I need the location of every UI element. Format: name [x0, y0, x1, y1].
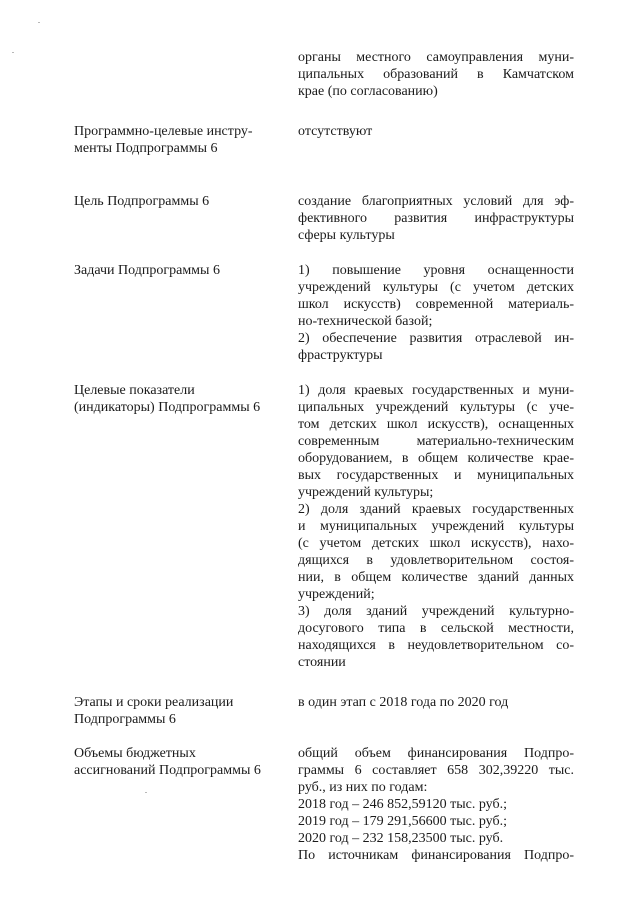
row-label [74, 123, 284, 157]
label-line: Объемы бюджетных [74, 746, 196, 761]
label-line: (индикаторы) Подпрограммы 6 [74, 400, 261, 415]
value-line: том детских школ искусств), оснащенных [298, 417, 574, 432]
value-line: учреждений; [298, 587, 375, 602]
value-line: органы местного самоуправления муни- [298, 50, 574, 65]
value-line: 3) доля зданий учреждений культурно- [298, 604, 574, 619]
scan-speck [145, 792, 147, 793]
value-line: находящихся в неудовлетворительном со- [298, 638, 574, 653]
row-value [298, 745, 574, 864]
label-line: Целевые показатели [74, 383, 195, 398]
row-label [74, 745, 284, 779]
value-line: вых государственных и муниципальных [298, 468, 574, 483]
row-value [298, 694, 574, 711]
value-line: ципальных образований в Камчатском [298, 67, 574, 82]
value-line: граммы 6 составляет 658 302,39220 тыс. [298, 763, 574, 778]
value-line: крае (по согласованию) [298, 84, 438, 99]
value-line: общий объем финансирования Подпро- [298, 746, 574, 761]
value-line: нии, в общем количестве зданий данных [298, 570, 574, 585]
value-line: ципальных учреждений культуры (с уче- [298, 400, 574, 415]
row-value [298, 193, 574, 244]
value-line: 1) повышение уровня оснащенности [298, 263, 574, 278]
label-line: Задачи Подпрограммы 6 [74, 263, 220, 278]
value-line: в один этап с 2018 года по 2020 год [298, 695, 509, 710]
value-line: современным материально-техническим [298, 434, 574, 449]
value-line: 2) обеспечение развития отраслевой ин- [298, 331, 574, 346]
value-line: 2019 год – 179 291,56600 тыс. руб.; [298, 814, 507, 829]
row-label [74, 382, 284, 416]
row-label [74, 193, 284, 210]
value-line: 2) доля зданий краевых государственных [298, 502, 574, 517]
value-line: оборудованием, в общем количестве крае- [298, 451, 574, 466]
value-line: фраструктуры [298, 348, 383, 363]
value-line: отсутствуют [298, 124, 373, 139]
row-label [74, 694, 284, 728]
value-line: 2018 год – 246 852,59120 тыс. руб.; [298, 797, 507, 812]
row-label [74, 262, 284, 279]
value-line: стоянии [298, 655, 346, 670]
label-line: Цель Подпрограммы 6 [74, 194, 210, 209]
value-line: и муниципальных учреждений культуры [298, 519, 574, 534]
row-value [298, 262, 574, 364]
label-line: Этапы и сроки реализации [74, 695, 234, 710]
label-line: Программно-целевые инстру- [74, 124, 253, 139]
value-line: (с учетом детских школ искусств), нахо- [298, 536, 574, 551]
label-line: Подпрограммы 6 [74, 712, 176, 727]
value-line: 2020 год – 232 158,23500 тыс. руб. [298, 831, 504, 846]
value-line: руб., из них по годам: [298, 780, 428, 795]
label-line: менты Подпрограммы 6 [74, 141, 218, 156]
value-line: создание благоприятных условий для эф- [298, 194, 574, 209]
value-line: дящихся в удовлетворительном состоя- [298, 553, 574, 568]
value-line: 1) доля краевых государственных и муни- [298, 383, 574, 398]
value-line: учреждений культуры (с учетом детских [298, 280, 574, 295]
value-line: учреждений культуры; [298, 485, 434, 500]
scan-speck [12, 52, 14, 53]
value-line: фективного развития инфраструктуры [298, 211, 574, 226]
row-value [298, 123, 574, 140]
label-line: ассигнований Подпрограммы 6 [74, 763, 261, 778]
scan-speck [38, 22, 40, 23]
value-line: школ искусств) современной материаль- [298, 297, 574, 312]
row-value [298, 382, 574, 671]
value-line: досугового типа в сельской местности, [298, 621, 574, 636]
row-value [298, 49, 574, 100]
value-line: По источникам финансирования Подпро- [298, 848, 574, 863]
value-line: но-технической базой; [298, 314, 433, 329]
value-line: сферы культуры [298, 228, 395, 243]
